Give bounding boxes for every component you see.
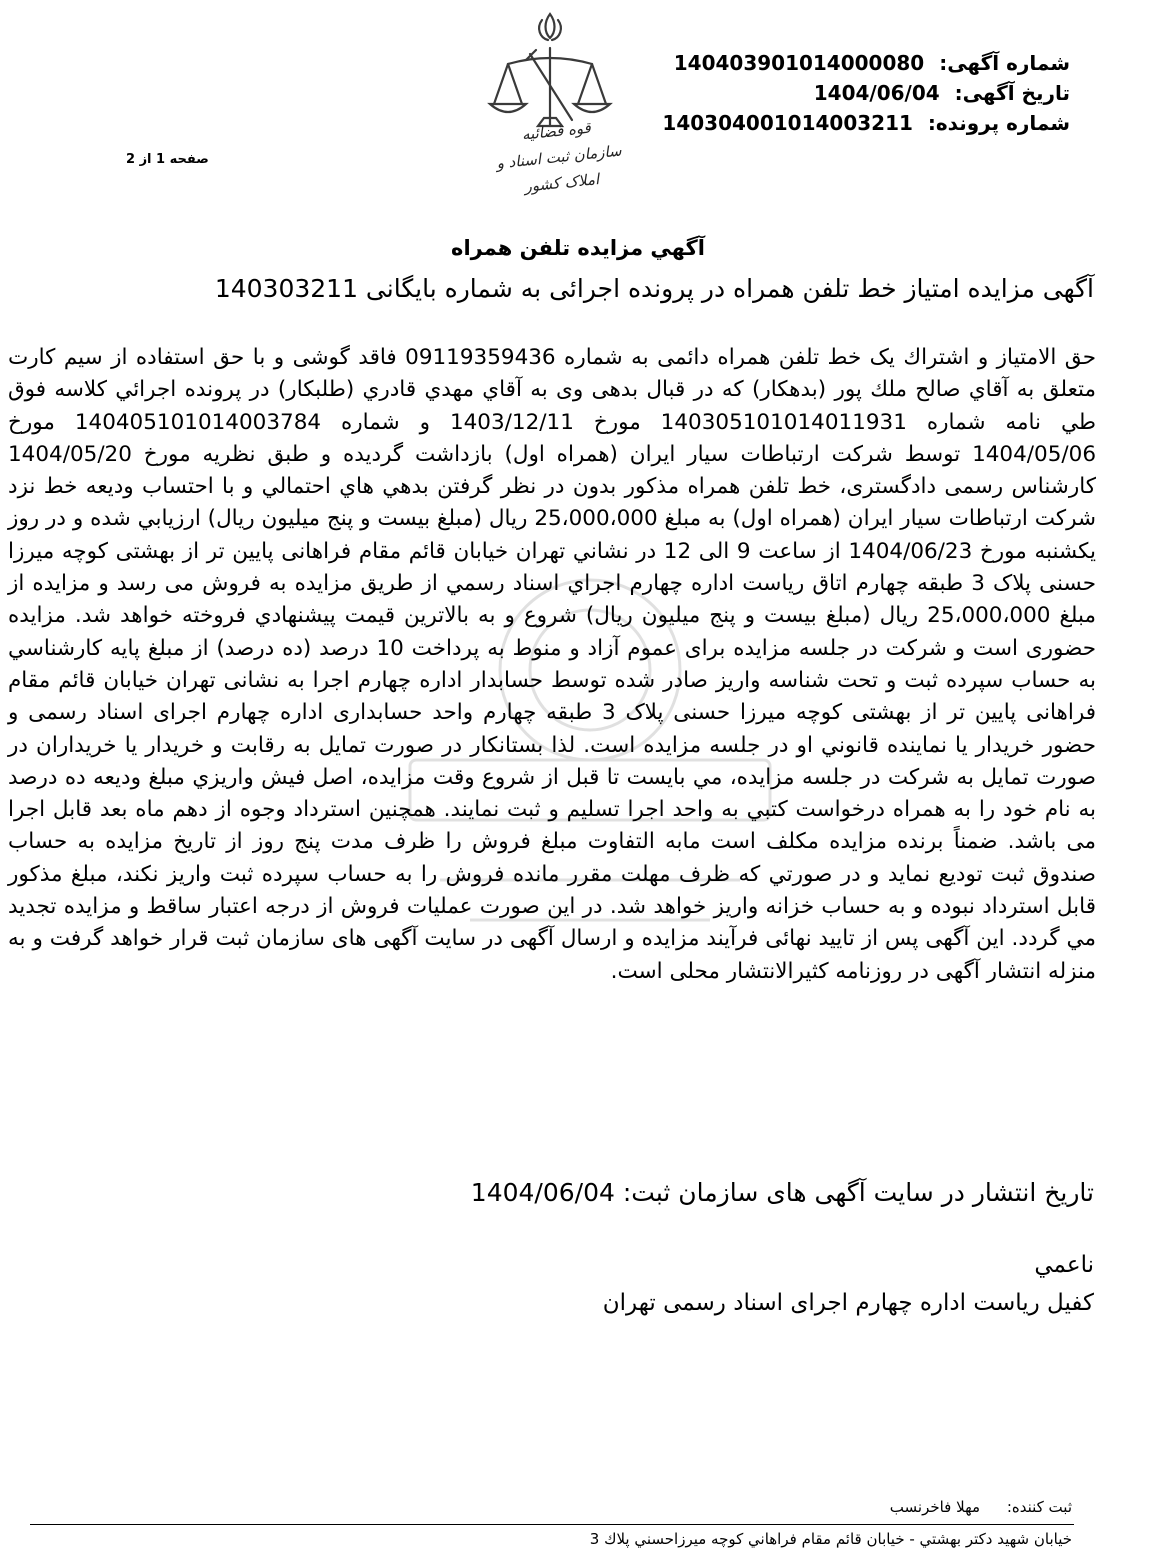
publish-date-line xyxy=(471,1178,1094,1207)
notice-title: آگهي مزايده تلفن همراه xyxy=(451,236,705,260)
publish-date-label: تاریخ انتشار در سایت آگهی های سازمان ثبت: xyxy=(622,1178,1094,1207)
ad-date-label: تاریخ آگهی: xyxy=(954,81,1070,105)
registrar-line xyxy=(890,1498,1072,1516)
signer-name: ناعمي xyxy=(1034,1252,1094,1278)
emblem-caption-line2: سازمان ثبت اسناد و املاک کشور xyxy=(495,141,623,196)
page-number: صفحه 1 از 2 xyxy=(126,152,209,167)
registrar-label: ثبت كننده: xyxy=(1006,1498,1072,1516)
notice-meta xyxy=(662,48,1070,138)
notice-body: حق الامتیاز و اشتراك یک خط تلفن همراه دائمی به شماره 09119359436 فاقد گوشی و با حق استفاده از سیم کارت متعلق به آقاي صالح ملك پور (بدهكار) كه در قبال بدهی وی به آقاي مهدي قادري (طلبكار) در پرونده اجرائي كلاسه فوق طي نامه شماره 140305101014011931 مورخ 1403/12/11 و شماره 140405101014003784 مورخ 1404/05/06 توسط شرکت ارتباطات سیار ایران (همراه اول) بازداشت گردیده و طبق نظریه مورخ 1404/05/20 کارشناس رسمی دادگستری، خط تلفن همراه مذکور بدون در نظر گرفتن بدهي هاي احتمالي و با احتساب وديعه خط نزد شركت ارتباطات سيار ايران (همراه اول) به مبلغ 25،000،000 ریال (مبلغ بیست و پنج میلیون ریال) ارزيابي شده و در روز یکشنبه مورخ 1404/06/23 از ساعت 9 الی 12 در نشاني تهران خیابان قائم مقام فراهانی پایین تر از بهشتی کوچه میرزا حسنی پلاک 3 طبقه چهارم اتاق رياست اداره چهارم اجراي اسناد رسمي از طريق مزايده به فروش می رسد و مزايده از مبلغ 25،000،000 ریال (مبلغ بیست و پنج میلیون ریال) شروع و به بالاترين قيمت پيشنهادي فروخته خواهد شد. مزایده حضوری است و شرکت در جلسه مزایده برای عموم آزاد و منوط به پرداخت 10 درصد (ده درصد) از مبلغ پايه كارشناسي به حساب سپرده ثبت و تحت شناسه واریز صادر شده توسط حسابدار اداره چهارم اجرا به نشانی تهران خیابان قائم مقام فراهانی پایین تر از بهشتی کوچه میرزا حسنی پلاک 3 طبقه چهارم واحد حسابداری اداره چهارم اجرای اسناد رسمی و حضور خريدار يا نماينده قانوني او در جلسه مزايده است. لذا بستانكار در صورت تمايل به رقابت و خريدار يا خريداران در صورت تمايل به شركت در جلسه مزايده، مي بايست تا قبل از شروع وقت مزايده، اصل فيش واريزي مبلغ وديعه ده درصد به نام خود را به همراه درخواست كتبي به واحد اجرا تسليم و ثبت نمايند. همچنین استرداد وجوه از دهم ماه بعد قابل اجرا می باشد. ضمناً برنده مزایده مکلف است مابه التفاوت مبلغ فروش را ظرف مدت پنج روز از تاریخ مزایده به حساب صندوق ثبت توديع نمايد و در صورتي كه ظرف مهلت مقرر مانده فروش را به حساب سپرده ثبت واريز نكند، مبلغ مذكور قابل استرداد نبوده و به حساب خزانه واريز خواهد شد. در اين صورت عمليات فروش از درجه اعتبار ساقط و مزايده تجديد مي گردد. این آگهی پس از تایید نهائی فرآیند مزایده و ارسال آگهی در سایت آگهی های سازمان ثبت قرار خواهد گرفت و به منزله انتشار آگهی در روزنامه کثیرالانتشار محلی است. xyxy=(8,345,1097,984)
ad-number-value: 14040390101400008​0 xyxy=(673,51,925,75)
ad-number-row xyxy=(673,48,1070,78)
ad-date-value: 1404/06/04 xyxy=(813,81,940,105)
file-number-label: شماره پرونده: xyxy=(927,111,1070,135)
ad-number-label: شماره آگهی: xyxy=(939,51,1070,75)
emblem-caption xyxy=(480,110,637,203)
ad-date-row xyxy=(710,78,1070,108)
file-number-row xyxy=(662,108,1070,138)
footer-divider xyxy=(30,1524,1074,1525)
registrar-name: مهلا فاخرنسب xyxy=(889,1498,981,1516)
publish-date-value: 1404/06/04 xyxy=(470,1178,615,1207)
footer-address: خيابان شهيد دكتر بهشتي - خيابان قائم مقام فراهاني كوچه ميرزاحسني پلاك 3 xyxy=(589,1530,1072,1548)
file-number-value: 140304001014003211 xyxy=(662,111,913,135)
signer-title: كفيل ریاست اداره چهارم اجرای اسناد رسمی تهران xyxy=(602,1290,1094,1316)
notice-subtitle: آگهی مزایده امتیاز خط تلفن همراه در پرونده اجرائی به شماره بایگانی 140303211 xyxy=(214,274,1094,303)
emblem-caption-line1: قوه قضائیه xyxy=(520,118,592,144)
